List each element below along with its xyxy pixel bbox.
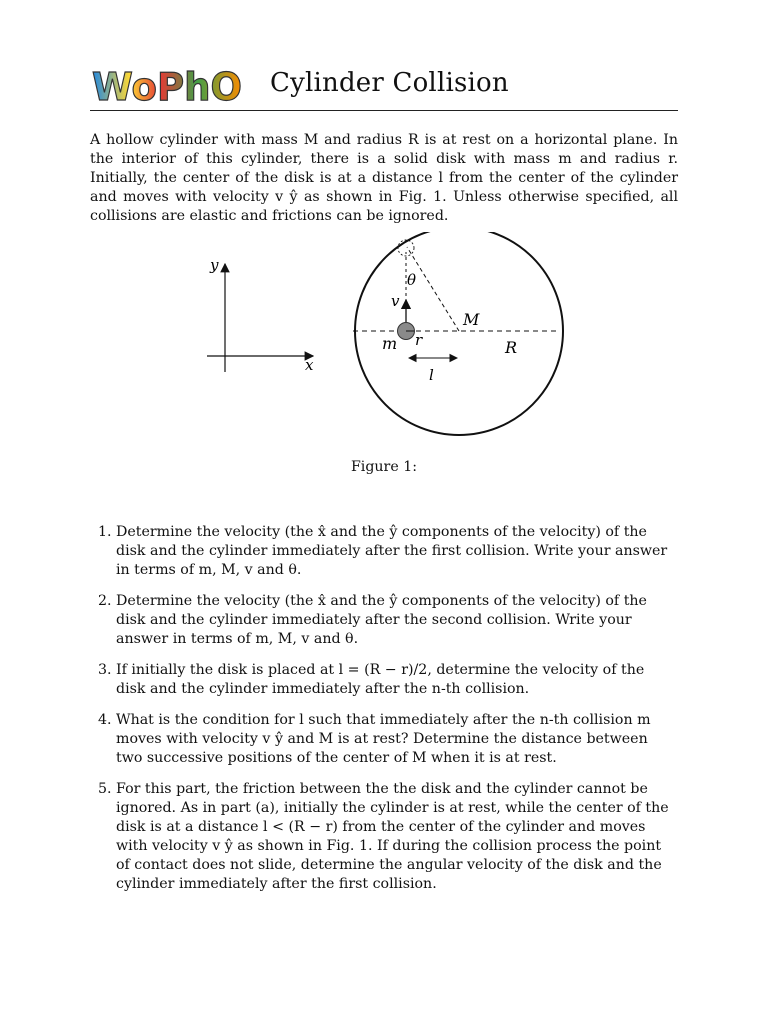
figure-caption: Figure 1:: [350, 459, 418, 475]
question-item: [90, 780, 678, 894]
coordinate-axes: [207, 256, 314, 374]
velocity-label: v: [391, 292, 400, 310]
question-item: [90, 711, 678, 768]
disk-radius-label: r: [415, 331, 423, 349]
radius-dashed-line: [407, 247, 459, 331]
question-text: Determine the velocity (the x̂ and the ŷ components of the velocity) of the disk and the cylinder immediately after the first collision. Write your answer in terms of m, M, v and θ.: [116, 524, 668, 578]
question-item: [90, 592, 678, 649]
question-number: 5.: [98, 781, 112, 797]
question-text: For this part, the friction between the the disk and the cylinder cannot be ignored. As in part (a), initially the cylinder is at rest, while the center of the disk is at a distance l < (R − r) from the center of the cylinder and moves with velocity v ŷ as shown in Fig. 1. If during the collision process the point of contact does not slide, determine the angular velocity of the disk and the cylinder immediately after the first collision.: [116, 781, 669, 892]
cylinder-radius-label: R: [505, 338, 518, 357]
question-list: [90, 523, 678, 906]
question-text: Determine the velocity (the x̂ and the ŷ components of the velocity) of the disk and the cylinder immediately after the second collision. Write your answer in terms of m, M, v and θ.: [116, 593, 647, 647]
question-item: [90, 661, 678, 699]
question-number: 4.: [98, 712, 112, 728]
theta-label: θ: [407, 271, 417, 289]
question-text: What is the condition for l such that immediately after the n-th collision m moves with velocity v ŷ and M is at rest? Determine the distance between two successive positions of the center of M when it is at rest.: [116, 712, 651, 766]
intro-paragraph: A hollow cylinder with mass M and radius R is at rest on a horizontal plane. In the interior of this cylinder, there is a solid disk with mass m and radius r. Initially, the center of the disk is at a distance l from the center of the cylinder and moves with velocity v ŷ as shown in Fig. 1. Unless otherwise specified, all collisions are elastic and frictions can be ignored.: [90, 132, 678, 224]
cylinder-mass-label: M: [463, 310, 480, 329]
header-divider: [90, 110, 678, 111]
question-number: 2.: [98, 593, 112, 609]
question-number: 3.: [98, 662, 112, 678]
question-text: If initially the disk is placed at l = (R − r)/2, determine the velocity of the disk and the cylinder immediately after the n-th collision.: [116, 662, 645, 697]
question-number: 1.: [98, 524, 112, 540]
disk-mass-label: m: [382, 334, 398, 353]
wopho-logo: [90, 66, 244, 106]
page-title: Cylinder Collision: [270, 68, 509, 98]
question-item: [90, 523, 678, 580]
logo-text: WoPhO: [92, 66, 242, 106]
figure-1-diagram: [195, 232, 575, 452]
page-header: [90, 62, 678, 110]
distance-label: l: [429, 366, 434, 384]
x-axis-label: x: [305, 356, 314, 374]
y-axis-label: y: [210, 256, 219, 274]
